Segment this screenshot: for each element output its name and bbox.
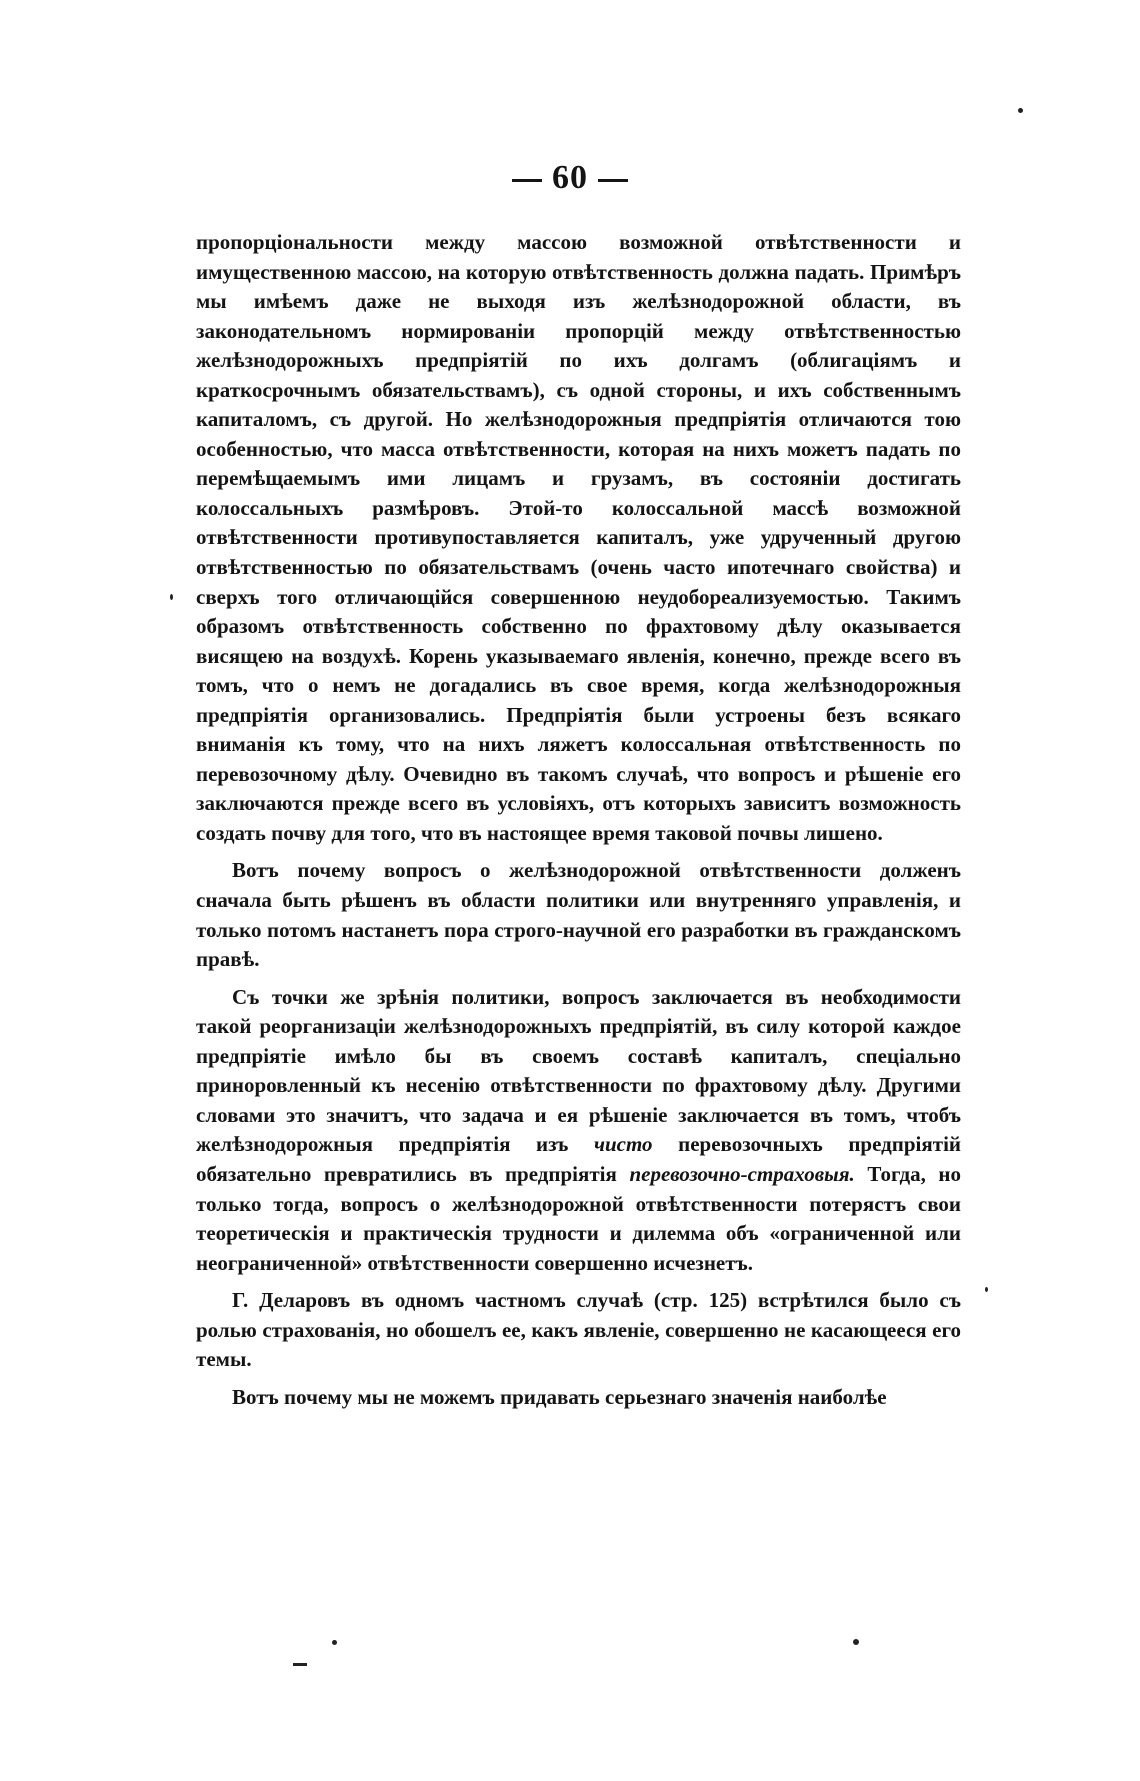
paragraph-3-text-start: Съ точки же зрѣнія политики, вопросъ заключается въ необходимости такой реорганизаціи желѣзнодорожныхъ предпріятій, въ силу которой каждое предпріятіе имѣло бы въ своемъ составѣ капиталъ, спеціально приноровленный къ несенію отвѣтственности по фрахтовому дѣлу. Другими словами это значитъ, что задача и ея рѣшеніе заключается въ томъ, чтобъ желѣзнодорожныя предпріятія изъ [196, 984, 961, 1157]
paragraph-3-text-end: Тогда, но только тогда, вопросъ о желѣзнодорожной отвѣтственности потерястъ свои теоретическія и практическія трудности и дилемма объ «ограниченной или неограниченной» отвѣтственности совершенно исчезнетъ. [196, 1161, 961, 1275]
paragraph-2: Вотъ почему вопросъ о желѣзнодорожной отвѣтственности долженъ сначала быть рѣшенъ въ области политики или внутренняго управленія, и только потомъ настанетъ пора строго-научной его разработки въ гражданскомъ правѣ. [196, 858, 961, 972]
paragraph-3-italic-chisto: чисто [593, 1132, 653, 1157]
page-header [0, 158, 1140, 198]
paragraph-3-text-middle: перевозочныхъ предпріятій обязательно превратились въ предпріятія [196, 1132, 962, 1186]
paragraph-1: пропорціональности между массою возможной отвѣтственности и имущественною массою, на которую отвѣтственность должна падать. Примѣръ мы имѣемъ даже не выходя изъ желѣзнодорожной области, въ законодательномъ нормированіи пропорцій между отвѣтственностью желѣзнодорожныхъ предпріятій по ихъ долгамъ (облигаціямъ и краткосрочнымъ обязательствамъ), съ одной стороны, и ихъ собственнымъ капиталомъ, съ другой. Но желѣзнодорожныя предпріятія отличаются тою особенностью, что масса отвѣтственности, которая на нихъ можетъ падать по перемѣщаемымъ ими лицамъ и грузамъ, въ состояніи достигать колоссальныхъ размѣровъ. Этой-то колоссальной массѣ возможной отвѣтственности противупоставляется капиталъ, уже удрученный другою отвѣтственностью по обязательствамъ (очень часто ипотечнаго свойства) и сверхъ того отличающійся совершенною неудобореализуемостью. Такимъ образомъ отвѣтственность собственно по фрахтовому дѣлу оказывается висящею на воздухѣ. Корень указываемаго явленія, конечно, прежде всего въ томъ, что о немъ не догадались въ свое время, когда желѣзнодорожныя предпріятія организовались. Предпріятія были устроены безъ всякаго вниманія къ тому, что на нихъ ляжетъ колоссальная отвѣтственность по перевозочному дѣлу. Очевидно въ такомъ случаѣ, что вопросъ и рѣшеніе его заключаются прежде всего въ условіяхъ, отъ которыхъ зависитъ возможность создать почву для того, что въ настоящее время таковой почвы лишено. [196, 230, 961, 845]
scan-dash [293, 1663, 307, 1666]
header-dash-right [598, 179, 628, 182]
paragraph-3 [196, 983, 961, 1278]
paragraph-4: Г. Деларовъ въ одномъ частномъ случаѣ (стр. 125) встрѣтился было съ ролью страхованія, но обошелъ ее, какъ явленіе, совершенно не касающееся его темы. [196, 1288, 961, 1372]
scan-speck [1018, 108, 1023, 113]
paragraph-3-italic-perevozochno: перевозочно-страховыя. [629, 1161, 855, 1186]
scan-speck [853, 1639, 859, 1645]
document-body [196, 228, 961, 1420]
page-number: 60 [552, 159, 588, 196]
header-dash-left [512, 179, 542, 182]
scan-speck [170, 594, 173, 600]
paragraph-5: Вотъ почему мы не можемъ придавать серьезнаго значенія наиболѣе [232, 1384, 887, 1409]
scan-speck [332, 1640, 337, 1645]
scan-speck [985, 1287, 988, 1292]
